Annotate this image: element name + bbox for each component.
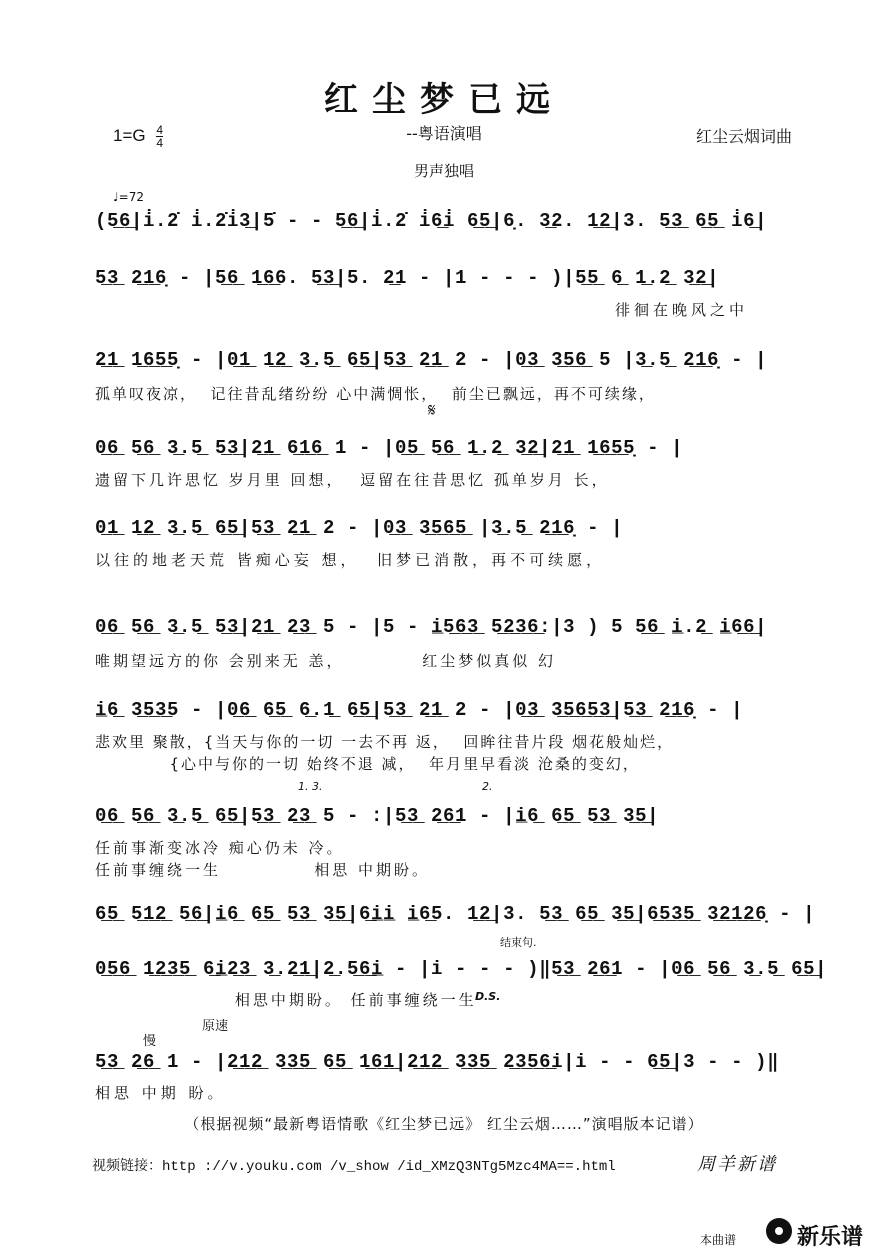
notes-line: 0̲6̲ 5̲6̲ 3̲.5̲ 6̲5̲|5̲3̲ 2̲3̲ 5 - :|5̲3̲ 2̲6̲1 - |i̲6̲ 6̲5̲ 5̲3̲ 3̲5̲| (95, 805, 660, 827)
lyrics-line: 相思 中期 盼。 (95, 1084, 227, 1102)
lyrics-line: 徘徊在晚风之中 (615, 301, 749, 319)
notes-line: (5̲6̲|i̇.2̇ i̇.2̇i̇3̲|5̇ - - 5̲6̲|i̇.2̇ i̇6̲i̇ 6̲5̲|6̣. 3̲2. 1̲2̲|3. 5̲3̲ 6̲5̲ i̇6̲| (95, 210, 768, 232)
segno-sign: 𝄋 (428, 400, 436, 421)
watermark-brand: 新乐谱 (797, 1225, 864, 1250)
lyrics-line: 任前事渐变冰冷 痴心仍未 冷。 (95, 839, 345, 857)
singer-type: 男声独唱 (413, 162, 474, 180)
lyrics-line: {心中与你的一切 始终不退 减， 年月里早看淡 沧桑的变幻， (95, 755, 640, 773)
subtitle: --粤语演唱 (406, 124, 482, 143)
song-title: 红尘梦已远 (324, 80, 564, 120)
lyrics-line: 以往的地老天荒 皆痴心妄 想， 旧梦已消散，再不可续愿， (95, 551, 606, 569)
notes-line: 0̲6̲ 5̲6̲ 3̲.5̲ 5̲3̲|2̲1̲ 2̲3̲ 5 - |5 - i̲5̲6̲3̲ 5̲2̲3̲6̲:|3 ) 5 5̲6̲ i̲.2̲ i̲6̲6̲| (95, 616, 768, 638)
notes-line: 6̲5̲ 5̲1̲2̲ 5̲6̲|i̲6̲ 6̲5̲ 5̲3̲ 3̲5̲|6̲i̲i̲ i̲6̲5. 1̲2̲|3. 5̲3̲ 6̲5̲ 3̲5̲|6̲5̲3̲5̲ 3̲2̲1̲2̲6̣ - | (95, 903, 816, 925)
lyrics-line: 悲欢里 聚散，{当天与你的一切 一去不再 返， 回眸往昔片段 烟花般灿烂， (95, 733, 675, 751)
notes-line: 5̲3̲ 2̲1̲6̣ - |5̲6̲ 1̲6̲6. 5̲3̲|5. 2̲1 - |1 - - - )|5̲5̲ 6̲ 1̲.2̲ 3̲2̲| (95, 267, 720, 289)
credits: 红尘云烟词曲 (695, 127, 792, 146)
key-label: 1=G (113, 125, 146, 145)
transcriber-signature: 周羊新谱 (697, 1154, 777, 1175)
volta-first-ending: 1. 3. (298, 780, 323, 793)
notes-line: 0̲1̲ 1̲2̲ 3̲.5̲ 6̲5̲|5̲3̲ 2̲1̲ 2 - |0̲3̲ 3̲5̲6̲5̲ |3̲.5̲ 2̲1̲6̣ - | (95, 517, 624, 539)
time-signature-top: 4 (156, 123, 164, 137)
notes-line: 0̲5̲6̲ 1̲2̲3̲5̲ 6̲i̲2̲3̲ 3̲.2̲1̲|2̲.5̲6̲i̲ - |i - - - )‖5̲3̲ 2̲6̲1 - |0̲6̲ 5̲6̲ 3̲.5̲ 6̲5̲| (95, 958, 828, 980)
lyrics-line: 孤单叹夜凉， 记往昔乱绪纷纷 心中满惆怅， 前尘已飘远，再不可续缘， (95, 385, 656, 403)
time-signature-bottom: 4 (156, 136, 164, 150)
watermark-small-text: 本曲谱 (700, 1233, 737, 1247)
slow-mark: 慢 (143, 1034, 157, 1049)
original-tempo-mark: 原速 (202, 1019, 229, 1034)
lyrics-line: 相思中期盼。 任前事缠绕一生 (95, 991, 477, 1009)
notes-line: 0̲6̲ 5̲6̲ 3̲.5̲ 5̲3̲|2̲1̲ 6̲1̲6̲ 1 - |0̲5̲ 5̲6̲ 1̲.2̲ 3̲2̲|2̲1̲ 1̲6̲5̲5̣ - | (95, 437, 684, 459)
ds-mark: D.S. (475, 990, 501, 1003)
lyrics-line: 任前事缠绕一生 相思 中期盼。 (95, 861, 430, 879)
video-link[interactable]: 视频链接：http ://v.youku.com /v_show /id_XMzQ3NTg5Mzc4MA==.html (92, 1159, 616, 1175)
record-logo-icon (766, 1218, 792, 1244)
lyrics-line: 遗留下几许思忆 岁月里 回想， 逗留在往昔思忆 孤单岁月 长， (95, 471, 610, 489)
notes-line: 5̲3̲ 2̲6̲ 1 - |2̲1̲2̲ 3̲3̲5̲ 6̲5̲ 1̲6̲1̲|2̲1̲2̲ 3̲3̲5̲ 2̲3̲5̲6̲i|i - - 6̲5̲|3 - - )‖ (95, 1051, 780, 1073)
notes-line: i̲6̲ 3̲5̲3̲5 - |0̲6̲ 6̲5̲ 6̲.1̲ 6̲5̲|5̲3̲ 2̲1̲ 2 - |0̲3̲ 3̲5̲6̲5̲3̲|5̲3̲ 2̲1̲6̣ - | (95, 699, 744, 721)
ending-phrase-label: 结束句. (500, 936, 537, 949)
source-note: （根据视频“最新粤语情歌《红尘梦已远》 红尘云烟……”演唱版本记谱） (184, 1115, 704, 1133)
notes-line: 2̲1̲ 1̲6̲5̲5̣ - |0̲1̲ 1̲2̲ 3̲.5̲ 6̲5̲|5̲3̲ 2̲1̲ 2 - |0̲3̲ 3̲5̲6̲ 5 |3̲.5̲ 2̲1̲6̣ - | (95, 349, 768, 371)
lyrics-line: 唯期望远方的你 会别来无 恙， 红尘梦似真似 幻 (95, 652, 556, 670)
volta-second-ending: 2. (482, 780, 493, 793)
tempo-mark: ♩=72 (113, 190, 144, 204)
